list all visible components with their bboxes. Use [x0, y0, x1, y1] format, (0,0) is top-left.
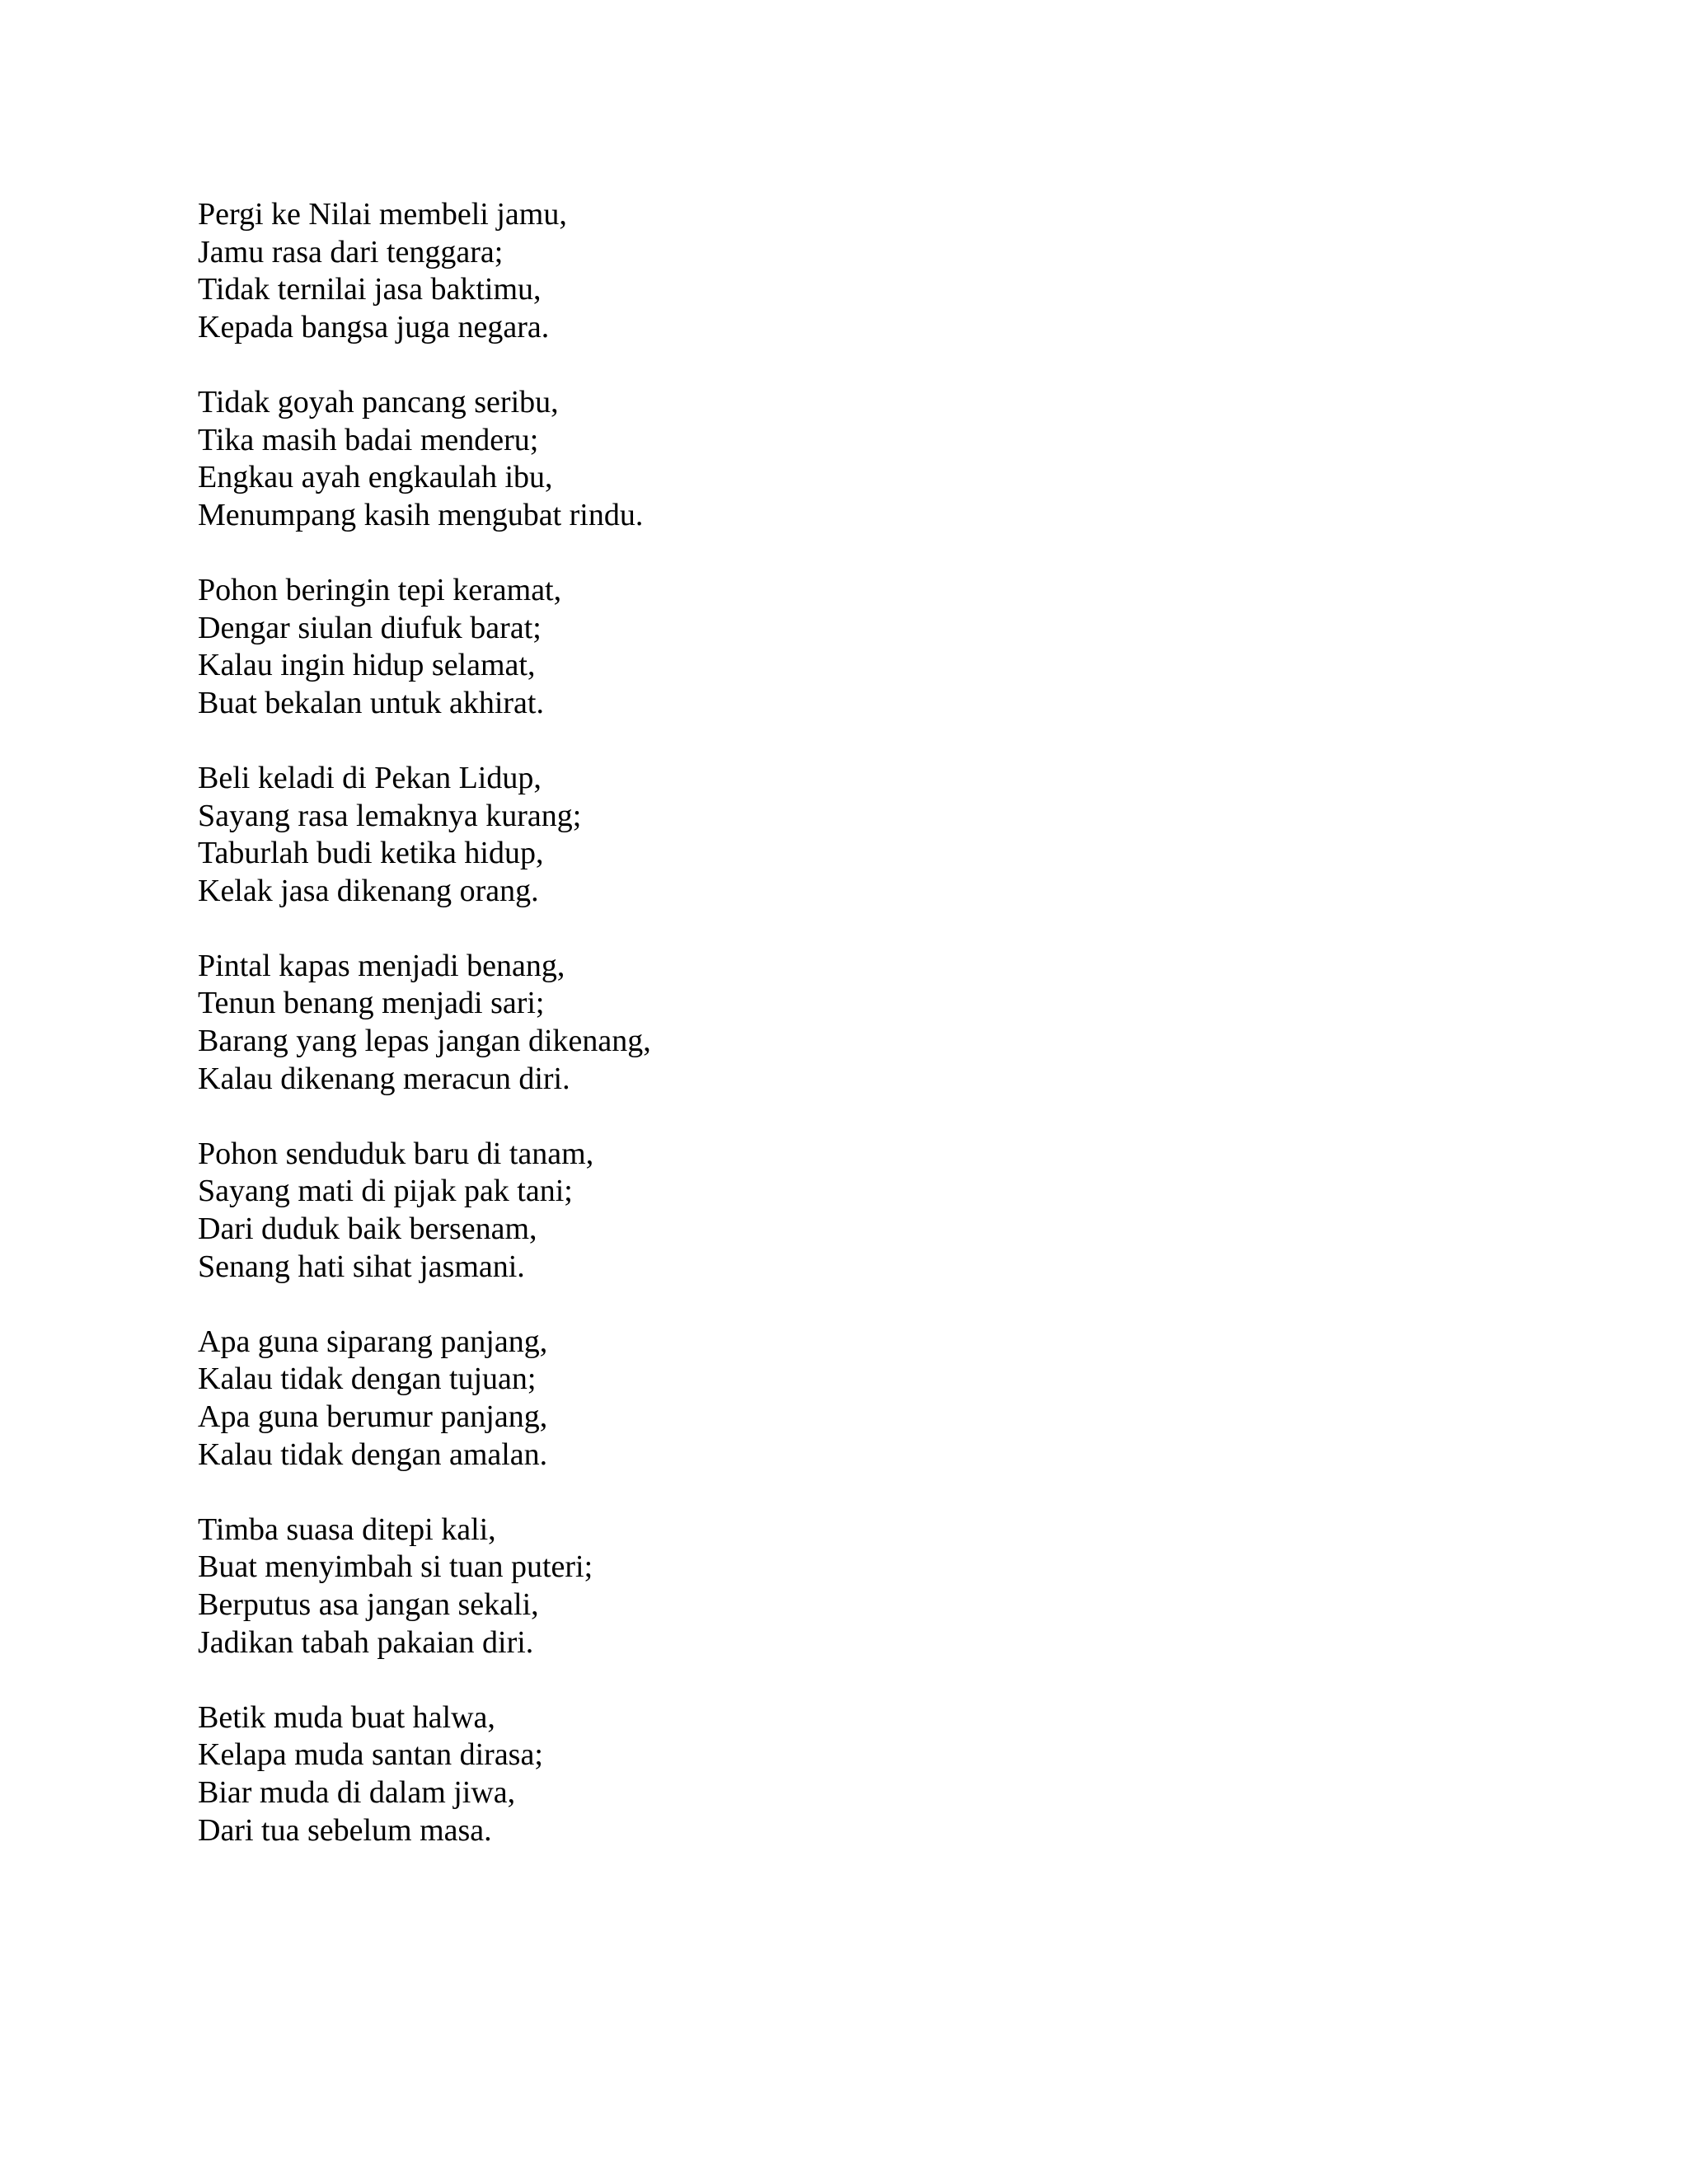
poem-line: Kelapa muda santan dirasa; [198, 1737, 543, 1773]
poem-line: Dari duduk baik bersenam, [198, 1212, 537, 1247]
poem-line: Pohon beringin tepi keramat, [198, 572, 562, 607]
stanza [198, 1136, 1352, 1286]
poem-line: Timba suasa ditepi kali, [198, 1511, 496, 1547]
poem-line: Dari tua sebelum masa. [198, 1812, 492, 1848]
poem-line: Tidak ternilai jasa baktimu, [198, 272, 542, 307]
stanza [198, 196, 1352, 346]
poem-line: Beli keladi di Pekan Lidup, [198, 760, 542, 795]
poem-line: Menumpang kasih mengubat rindu. [198, 497, 644, 532]
poem-line: Sayang rasa lemaknya kurang; [198, 798, 582, 833]
poem-line: Apa guna berumur panjang, [198, 1399, 548, 1434]
poem-line: Tidak goyah pancang seribu, [198, 384, 559, 419]
poem-line: Pohon senduduk baru di tanam, [198, 1136, 594, 1171]
poem-line: Kalau tidak dengan tujuan; [198, 1361, 537, 1397]
poem-line: Kelak jasa dikenang orang. [198, 873, 539, 908]
poem-line: Berputus asa jangan sekali, [198, 1586, 539, 1622]
poem-line: Apa guna siparang panjang, [198, 1324, 548, 1359]
stanza [198, 572, 1352, 722]
poem-line: Biar muda di dalam jiwa, [198, 1774, 516, 1810]
poem-line: Sayang mati di pijak pak tani; [198, 1174, 573, 1209]
stanza [198, 948, 1352, 1098]
poem-line: Senang hati sihat jasmani. [198, 1249, 525, 1284]
stanza [198, 1699, 1352, 1849]
stanza [198, 384, 1352, 534]
poem-line: Buat bekalan untuk akhirat. [198, 685, 544, 720]
poem-line: Betik muda buat halwa, [198, 1699, 495, 1735]
poem-line: Kalau tidak dengan amalan. [198, 1436, 548, 1472]
stanza [198, 1511, 1352, 1661]
poem-line: Tika masih badai menderu; [198, 422, 539, 457]
stanza [198, 760, 1352, 910]
stanza [198, 1324, 1352, 1474]
poem-line: Barang yang lepas jangan dikenang, [198, 1024, 651, 1059]
poem-line: Tenun benang menjadi sari; [198, 986, 545, 1021]
poem-line: Buat menyimbah si tuan puteri; [198, 1549, 593, 1585]
poem-line: Pintal kapas menjadi benang, [198, 948, 565, 983]
poem-line: Jadikan tabah pakaian diri. [198, 1624, 534, 1660]
poem-line: Kalau ingin hidup selamat, [198, 648, 536, 683]
poem-line: Jamu rasa dari tenggara; [198, 234, 504, 269]
poem-line: Dengar siulan diufuk barat; [198, 610, 542, 645]
poem [198, 196, 1352, 1887]
poem-line: Taburlah budi ketika hidup, [198, 836, 544, 871]
poem-line: Engkau ayah engkaulah ibu, [198, 460, 553, 495]
poem-line: Kepada bangsa juga negara. [198, 309, 550, 344]
poem-line: Kalau dikenang meracun diri. [198, 1061, 570, 1096]
poem-line: Pergi ke Nilai membeli jamu, [198, 197, 567, 232]
